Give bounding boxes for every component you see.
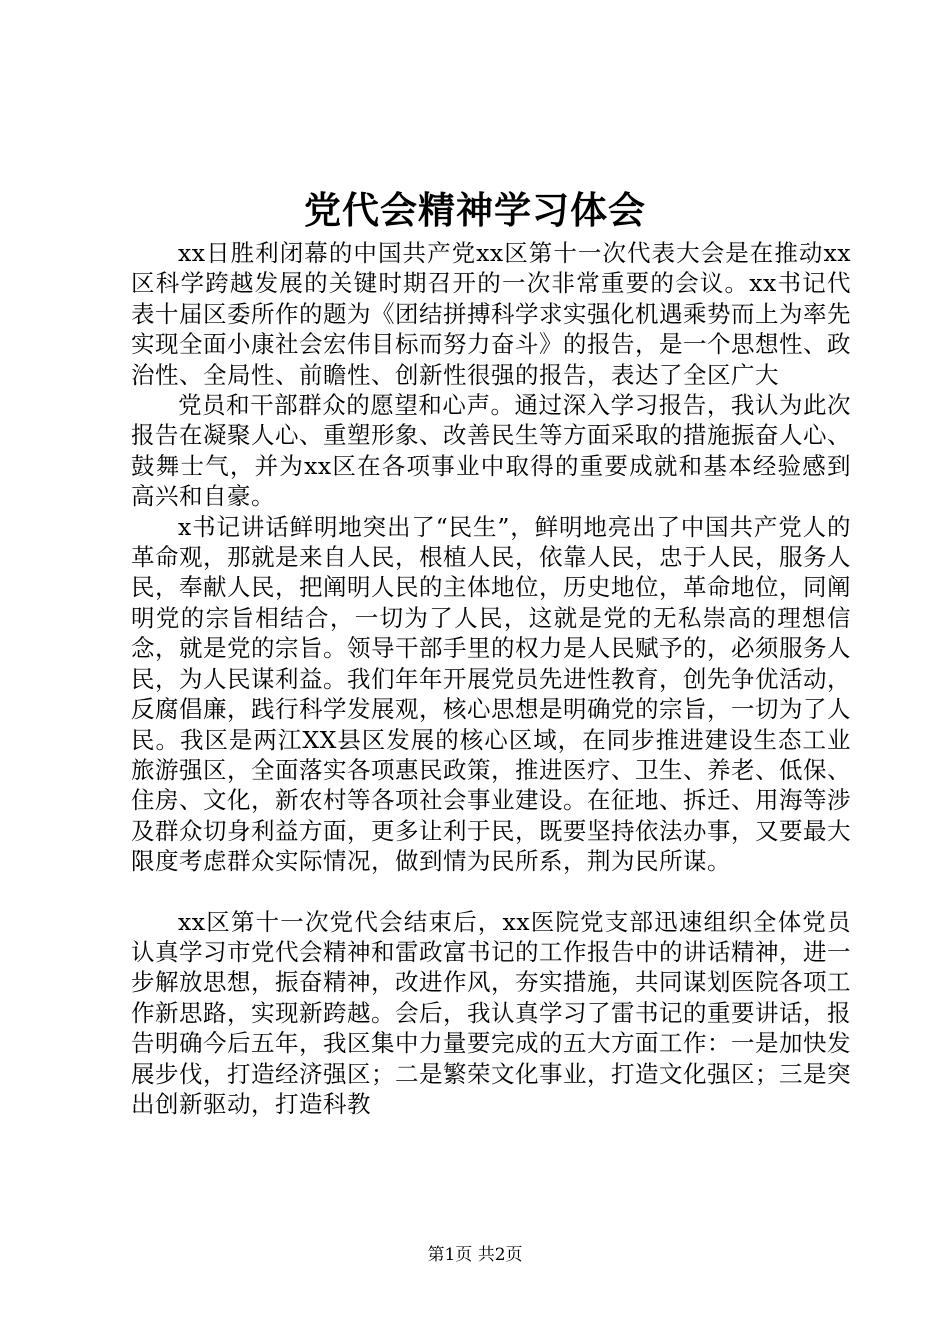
page-number-footer: 第1页 共2页: [427, 1245, 523, 1265]
paragraph-1: xx日胜利闭幕的中国共产党xx区第十一次代表大会是在推动xx区科学跨越发展的关键时期召开的一次非常重要的会议。xx书记代表十届区委所作的题为《团结拼搏科学求实强化机遇乘势而上为率先实现全面小康社会宏伟目标而努力奋斗》的报告，是一个思想性、政治性、全局性、前瞻性、创新性很强的报告，表达了全区广大: [131, 239, 851, 389]
document-body: [131, 238, 851, 1119]
paragraph-3: x书记讲话鲜明地突出了“民生”，鲜明地亮出了中国共产党人的革命观，那就是来自人民，根植人民，依靠人民，忠于人民，服务人民，奉献人民，把阐明人民的主体地位，历史地位，革命地位，同阐明党的宗旨相结合，一切为了人民，这就是党的无私崇高的理想信念，就是党的宗旨。领导干部手里的权力是人民赋予的，必须服务人民，为人民谋利益。我们年年开展党员先进性教育，创先争优活动，反腐倡廉，践行科学发展观，核心思想是明确党的宗旨，一切为了人民。我区是两江XX县区发展的核心区域，在同步推进建设生态工业旅游强区，全面落实各项惠民政策，推进医疗、卫生、养老、低保、住房、文化，新农村等各项社会事业建设。在征地、拆迁、用海等涉及群众切身利益方面，更多让利于民，既要坚持依法办事，又要最大限度考虑群众实际情况，做到情为民所系，荆为民所谋。: [131, 512, 851, 876]
document-title: 党代会精神学习体会: [304, 188, 646, 232]
paragraph-4: xx区第十一次党代会结束后，xx医院党支部迅速组织全体党员认真学习市党代会精神和雷政富书记的工作报告中的讲话精神，进一步解放思想，振奋精神，改进作风，夯实措施，共同谋划医院各项工作新思路，实现新跨越。会后，我认真学习了雷书记的重要讲话，报告明确今后五年，我区集中力量要完成的五大方面工作：一是加快发展步伐，打造经济强区；二是繁荣文化事业，打造文化强区；三是突出创新驱动，打造科教: [131, 907, 851, 1118]
paragraph-2: 党员和干部群众的愿望和心声。通过深入学习报告，我认为此次报告在凝聚人心、重塑形象、改善民生等方面采取的措施振奋人心、鼓舞士气，并为xx区在各项事业中取得的重要成就和基本经验感到高兴和自豪。: [131, 391, 851, 511]
